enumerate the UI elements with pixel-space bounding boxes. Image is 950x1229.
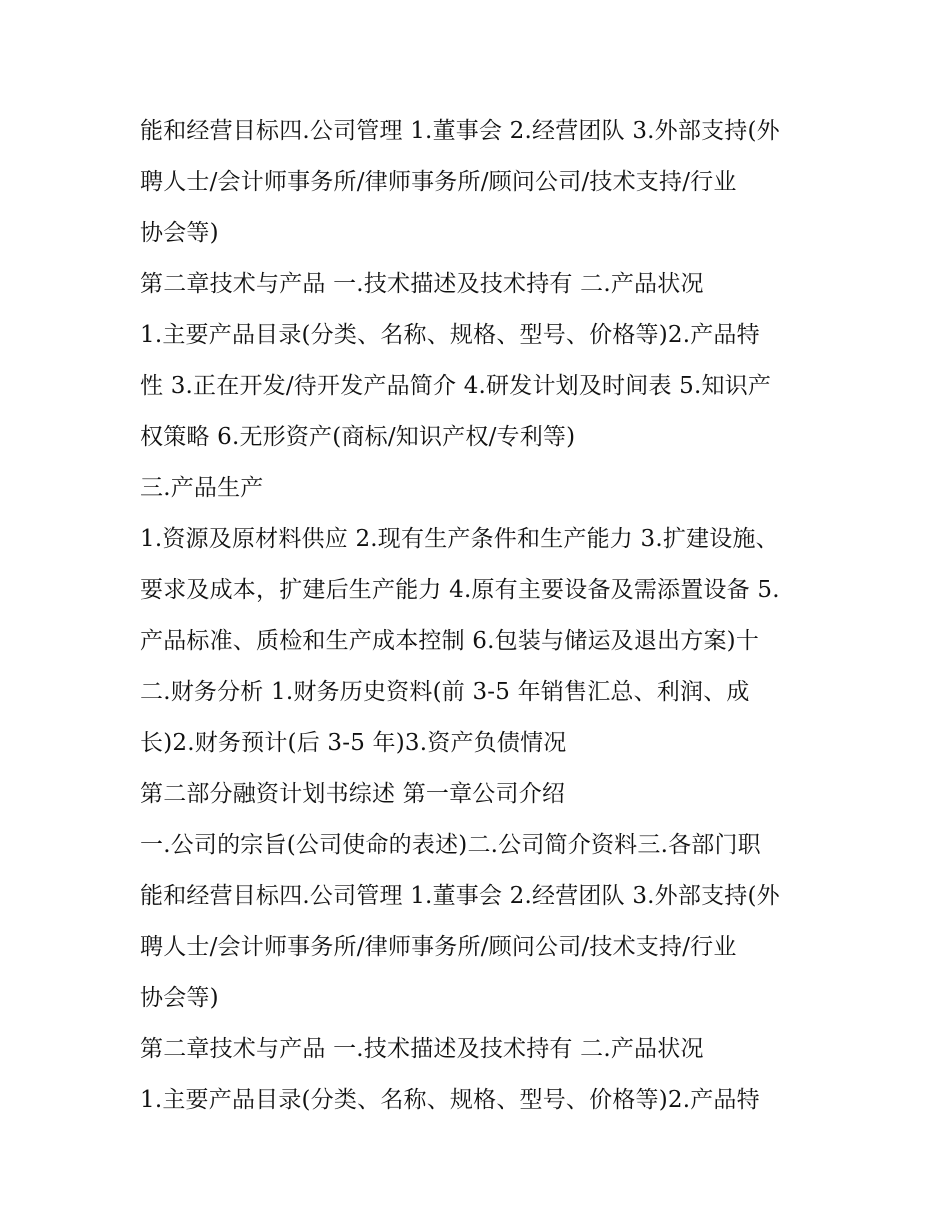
text-line: 协会等): [140, 220, 219, 246]
text-line: 第二部分融资计划书综述 第一章公司介绍: [140, 781, 566, 807]
text-line: 产品标准、质检和生产成本控制 6.包装与储运及退出方案)十: [140, 628, 760, 654]
text-line: 要求及成本，扩建后生产能力 4.原有主要设备及需添置设备 5.: [140, 577, 780, 603]
document-body: [140, 109, 820, 1129]
text-line: 1.主要产品目录(分类、名称、规格、型号、价格等)2.产品特: [140, 322, 760, 348]
text-line: 能和经营目标四.公司管理 1.董事会 2.经营团队 3.外部支持(外: [140, 883, 780, 909]
text-line: 三.产品生产: [140, 475, 264, 501]
text-line: 聘人士/会计师事务所/律师事务所/顾问公司/技术支持/行业: [140, 169, 737, 195]
text-line: 一.公司的宗旨(公司使命的表述)二.公司简介资料三.各部门职: [140, 832, 761, 858]
text-line: 能和经营目标四.公司管理 1.董事会 2.经营团队 3.外部支持(外: [140, 118, 780, 144]
text-line: 第二章技术与产品 一.技术描述及技术持有 二.产品状况: [140, 1036, 704, 1062]
text-line: 协会等): [140, 985, 219, 1011]
text-line: 1.资源及原材料供应 2.现有生产条件和生产能力 3.扩建设施、: [140, 526, 779, 552]
text-line: 长)2.财务预计(后 3-5 年)3.资产负债情况: [140, 730, 567, 756]
text-line: 聘人士/会计师事务所/律师事务所/顾问公司/技术支持/行业: [140, 934, 737, 960]
text-line: 权策略 6.无形资产(商标/知识产权/专利等): [140, 424, 576, 450]
text-line: 性 3.正在开发/待开发产品简介 4.研发计划及时间表 5.知识产: [140, 373, 772, 399]
text-line: 二.财务分析 1.财务历史资料(前 3-5 年销售汇总、利润、成: [140, 679, 750, 705]
text-line: 1.主要产品目录(分类、名称、规格、型号、价格等)2.产品特: [140, 1087, 760, 1113]
text-line: 第二章技术与产品 一.技术描述及技术持有 二.产品状况: [140, 271, 704, 297]
